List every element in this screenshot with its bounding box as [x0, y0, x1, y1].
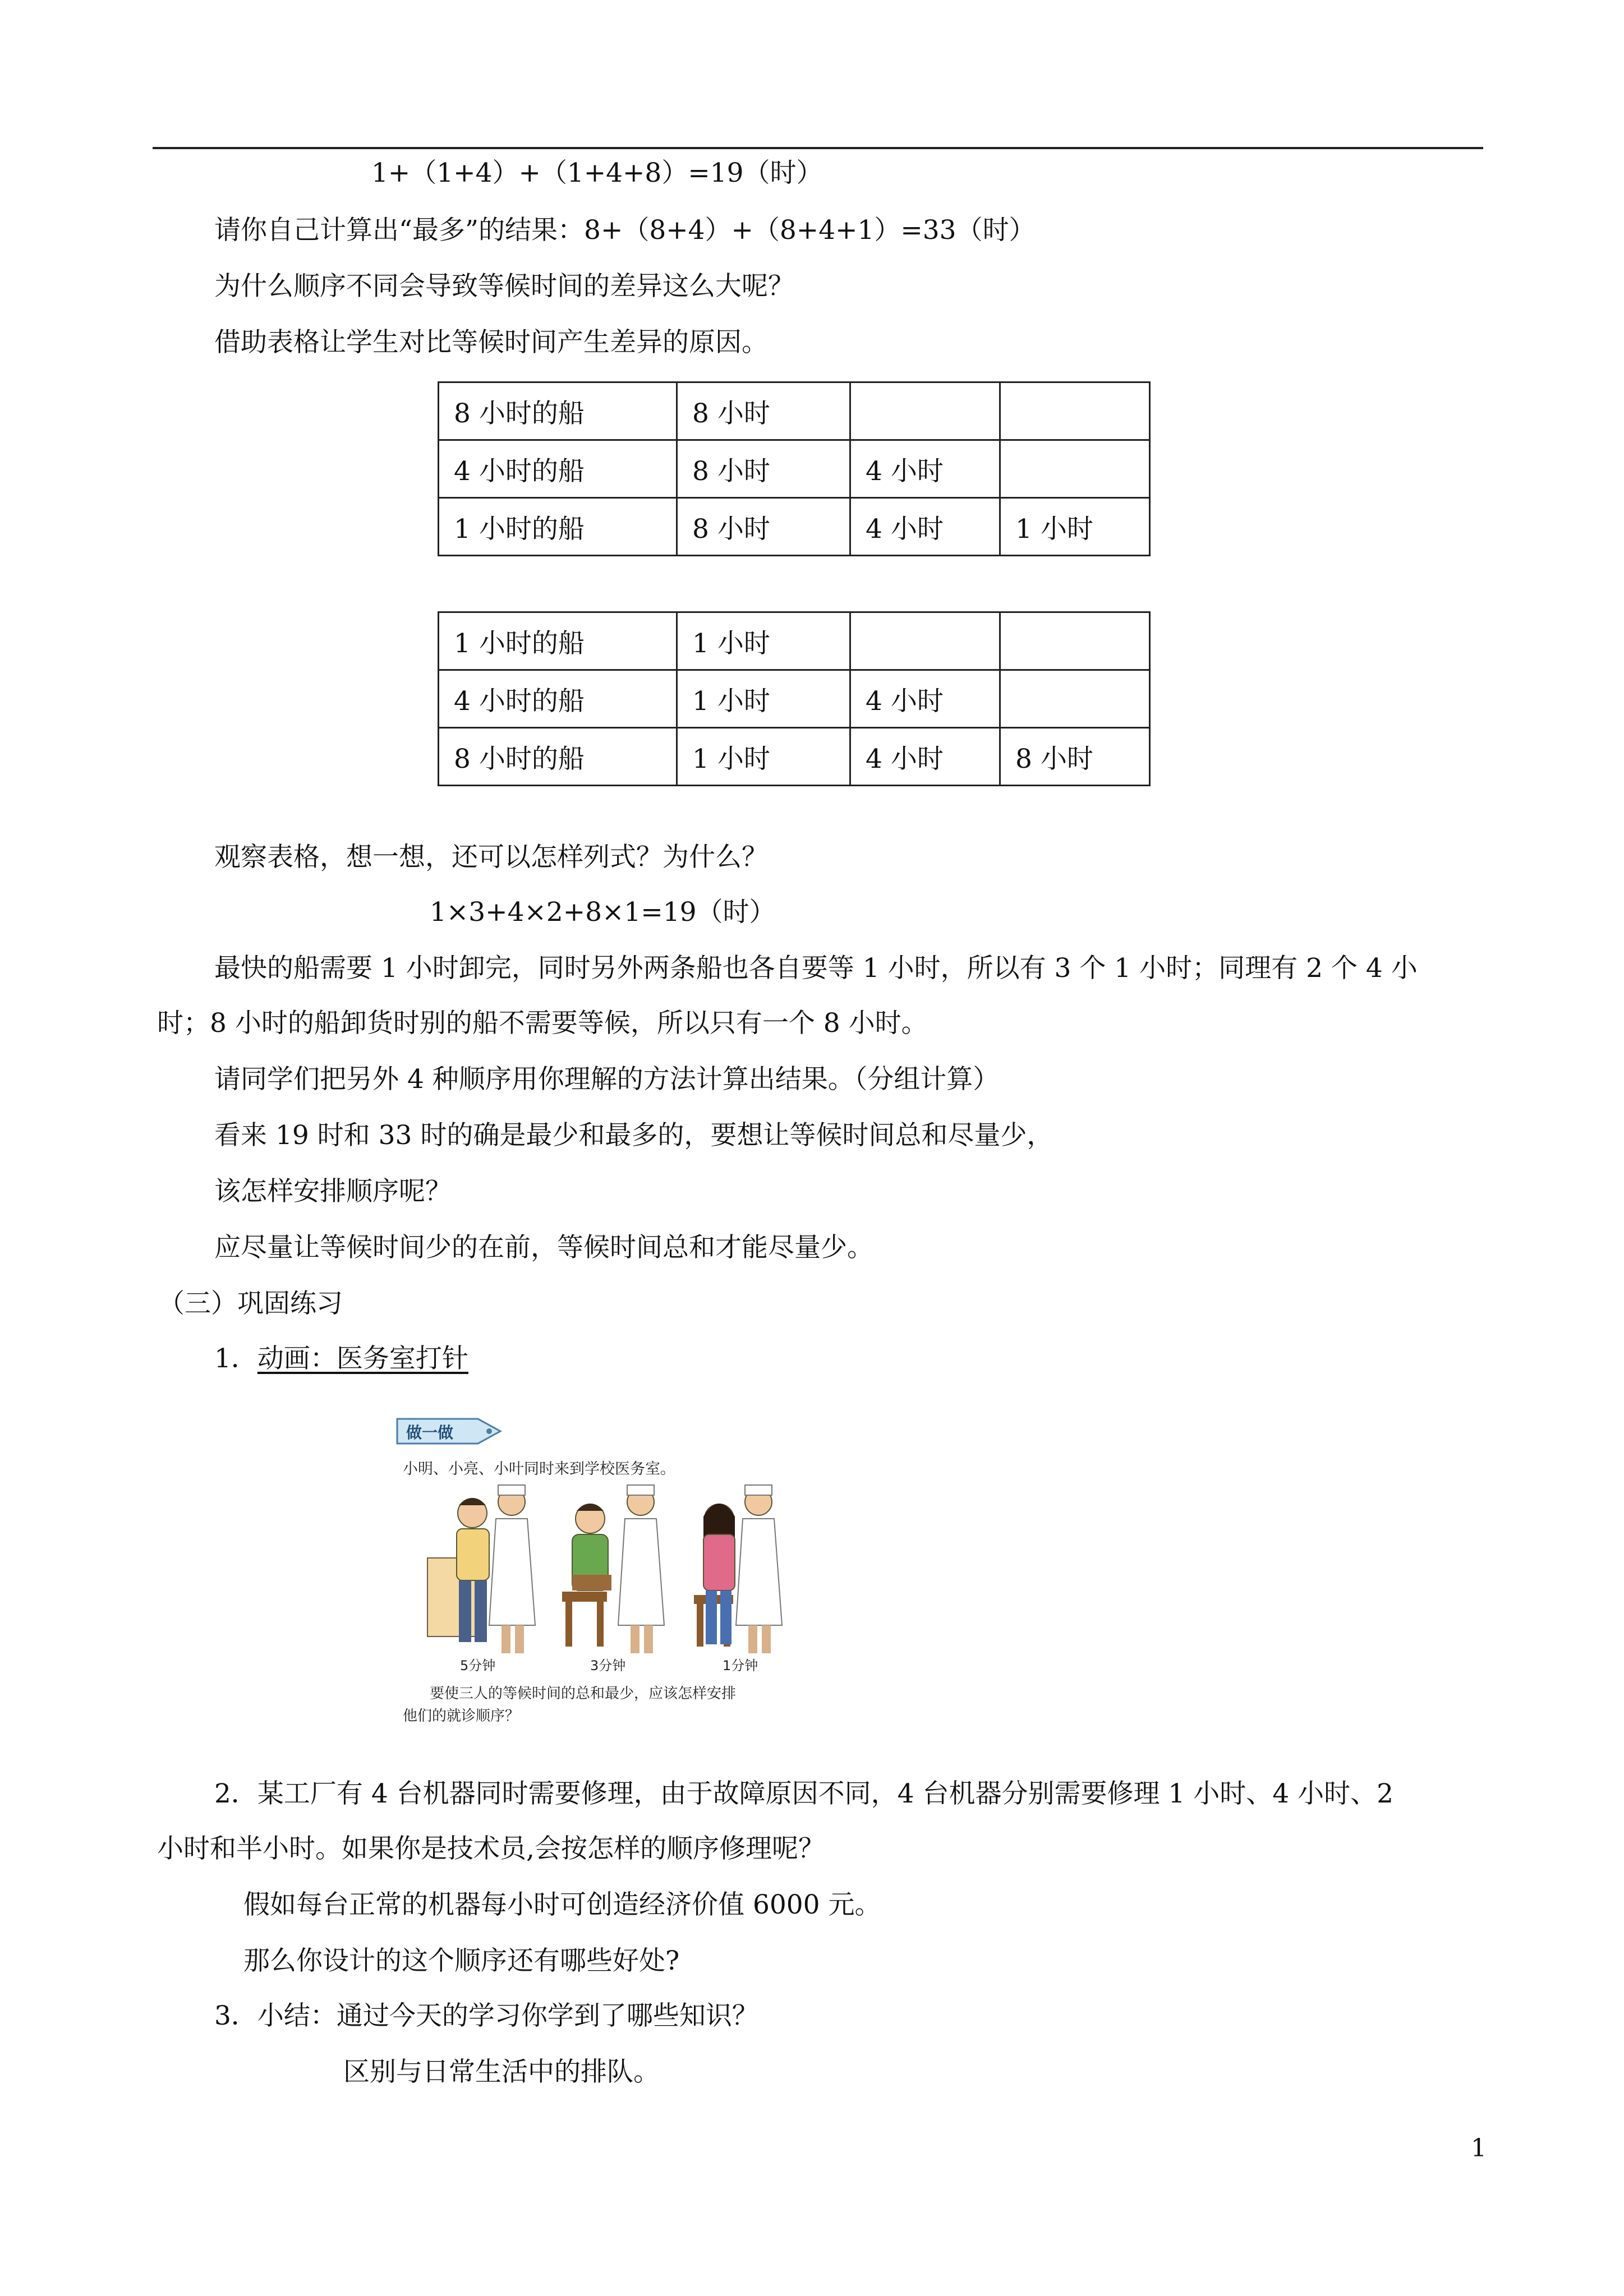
text-line: 3．小结：通过今天的学习你学到了哪些知识？ [214, 2000, 758, 2031]
time-label: 1分钟 [723, 1658, 758, 1673]
text-line: 该怎样安排顺序呢？ [214, 1176, 452, 1207]
table-cell: 8 小时 [1000, 728, 1150, 786]
table-cell [1000, 612, 1150, 670]
table-row [439, 728, 1150, 786]
table-cell: 4 小时 [850, 440, 1000, 498]
table-cell [1000, 670, 1150, 728]
table-cell: 1 小时的船 [439, 612, 677, 670]
table-cell: 4 小时的船 [439, 670, 677, 728]
table-cell: 8 小时 [677, 440, 850, 498]
formula-weighted: 1×3+4×2+8×1=19（时） [430, 897, 776, 928]
table-cell [850, 612, 1000, 670]
text-line: 请你自己计算出“最多”的结果：8+（8+4）+（8+4+1）=33（时） [214, 215, 1036, 246]
exercise-1 [214, 1341, 468, 1376]
text-line: 看来 19 时和 33 时的确是最少和最多的，要想让等候时间总和尽量少， [214, 1120, 1053, 1151]
table-row [439, 498, 1150, 556]
table-cell [850, 382, 1000, 440]
table-row [439, 670, 1150, 728]
table-row [439, 382, 1150, 440]
badge-label: 做一做 [406, 1423, 454, 1442]
time-label: 5分钟 [460, 1658, 496, 1673]
table-row [439, 440, 1150, 498]
text-line: 那么你设计的这个顺序还有哪些好处? [243, 1945, 680, 1976]
waiting-table-descending [438, 381, 1151, 556]
table-cell: 1 小时 [677, 612, 850, 670]
item-number: 1． [214, 1343, 257, 1374]
table-cell: 1 小时 [677, 728, 850, 786]
page-number: 1 [1471, 2134, 1487, 2163]
table-cell: 1 小时 [677, 670, 850, 728]
text-line: 应尽量让等候时间少的在前，等候时间总和才能尽量少。 [214, 1232, 873, 1263]
table-cell: 8 小时的船 [439, 382, 677, 440]
text-line: 小时和半小时。如果你是技术员,会按怎样的顺序修理呢？ [157, 1833, 825, 1864]
table-cell: 4 小时的船 [439, 440, 677, 498]
table-cell: 4 小时 [850, 670, 1000, 728]
illustration-question: 要使三人的等候时间的总和最少，应该怎样安排 [430, 1685, 737, 1702]
animation-link[interactable]: 动画：医务室打针 [257, 1343, 468, 1374]
text-line: 观察表格，想一想，还可以怎样列式？为什么？ [214, 842, 768, 873]
table-cell: 8 小时 [677, 498, 850, 556]
table-row [439, 612, 1150, 670]
text-line: 请同学们把另外 4 种顺序用你理解的方法计算出结果。（分组计算） [214, 1064, 1000, 1095]
text-line: 时；8 小时的船卸货时别的船不需要等候，所以只有一个 8 小时。 [157, 1008, 928, 1039]
table-cell [1000, 440, 1150, 498]
section-heading: （三）巩固练习 [158, 1288, 343, 1319]
textbook-illustration [394, 1407, 859, 1728]
text-line: 假如每台正常的机器每小时可创造经济价值 6000 元。 [243, 1889, 881, 1920]
table-cell: 1 小时的船 [439, 498, 677, 556]
text-line: 为什么顺序不同会导致等候时间的差异这么大呢？ [214, 271, 794, 302]
table-cell: 1 小时 [1000, 498, 1150, 556]
illustration-question: 他们的就诊顺序？ [403, 1708, 520, 1725]
formula-least: 1+（1+4）+（1+4+8）=19（时） [371, 158, 823, 188]
text-line: 区别与日常生活中的排队。 [343, 2057, 660, 2087]
table-cell: 4 小时 [850, 728, 1000, 786]
table-cell [1000, 382, 1150, 440]
illustration-intro: 小明、小亮、小叶同时来到学校医务室。 [403, 1460, 675, 1478]
text-line: 2．某工厂有 4 台机器同时需要修理，由于故障原因不同，4 台机器分别需要修理 1 小时、4 小时、2 [214, 1778, 1394, 1809]
header-rule [153, 147, 1483, 149]
text-line: 最快的船需要 1 小时卸完，同时另外两条船也各自要等 1 小时，所以有 3 个 1 小时；同理有 2 个 4 小 [214, 953, 1418, 984]
table-cell: 4 小时 [850, 498, 1000, 556]
table-cell: 8 小时 [677, 382, 850, 440]
time-label: 3分钟 [590, 1658, 626, 1673]
waiting-table-ascending [438, 611, 1151, 786]
table-cell: 8 小时的船 [439, 728, 677, 786]
text-line: 借助表格让学生对比等候时间产生差异的原因。 [214, 327, 768, 358]
